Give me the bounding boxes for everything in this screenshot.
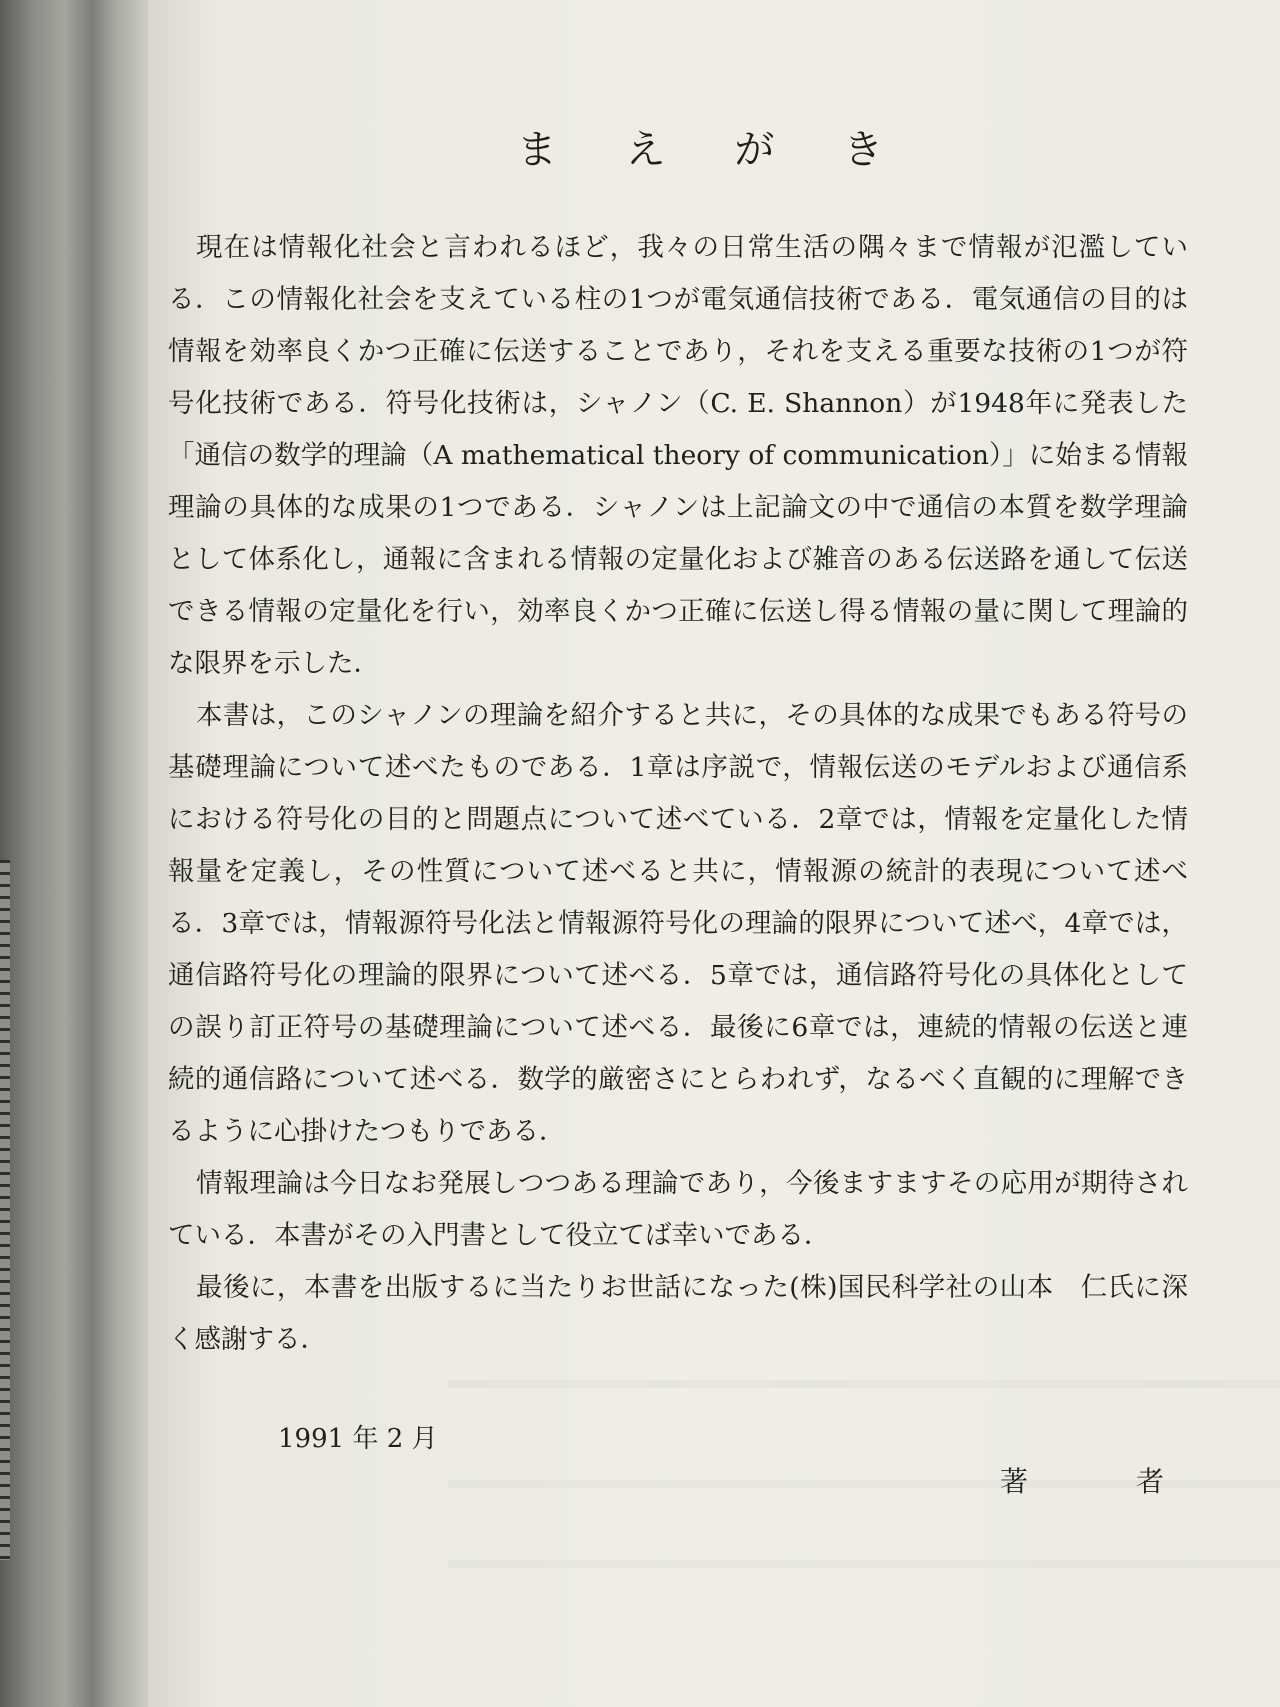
paragraph-2: 本書は，このシャノンの理論を紹介すると共に，その具体的な成果でもある符号の基礎理論について述べたものである．1章は序説で，情報伝送のモデルおよび通信系における符号化の目的と問題点について述べている．2章では，情報を定量化した情報量を定義し，その性質について述べると共に，情報源の統計的表現について述べる．3章では，情報源符号化法と情報源符号化の理論的限界について述べ，4章では，通信路符号化の理論的限界について述べる．5章では，通信路符号化の具体化としての誤り訂正符号の基礎理論について述べる．最後に6章では，連続的情報の伝送と連続的通信路について述べる．数学的厳密さにとらわれず，なるべく直観的に理解できるように心掛けたつもりである． <box>168 700 1188 1147</box>
author-signature: 著 者 <box>1000 1465 1205 1498</box>
show-through-mark <box>448 1560 1280 1568</box>
adjacent-page-edge <box>0 0 92 1707</box>
show-through-mark <box>448 1380 1280 1388</box>
paragraph-4: 最後に，本書を出版するに当たりお世話になった(株)国民科学社の山本 仁氏に深く感謝する． <box>168 1272 1188 1355</box>
page-stack-edge <box>0 860 10 1560</box>
date-line: 1991 年 2 月 <box>278 1424 438 1454</box>
preface-body <box>168 222 1188 1366</box>
paragraph-1: 現在は情報化社会と言われるほど，我々の日常生活の隅々まで情報が氾濫している．この情報化社会を支えている柱の1つが電気通信技術である．電気通信の目的は情報を効率良くかつ正確に伝送することであり，それを支える重要な技術の1つが符号化技術である．符号化技術は，シャノン（C. E. Shannon）が1948年に発表した「通信の数学的理論（A mathematical theory of communication）」に始まる情報理論の具体的な成果の1つである．シャノンは上記論文の中で通信の本質を数学理論として体系化し，通報に含まれる情報の定量化および雑音のある伝送路を通して伝送できる情報の定量化を行い，効率良くかつ正確に伝送し得る情報の量に関して理論的な限界を示した． <box>168 232 1188 679</box>
book-gutter <box>92 0 152 1707</box>
page-title: ま え が き <box>516 127 912 173</box>
paragraph-3: 情報理論は今日なお発展しつつある理論であり，今後ますますその応用が期待されている．本書がその入門書として役立てば幸いである． <box>168 1168 1188 1251</box>
